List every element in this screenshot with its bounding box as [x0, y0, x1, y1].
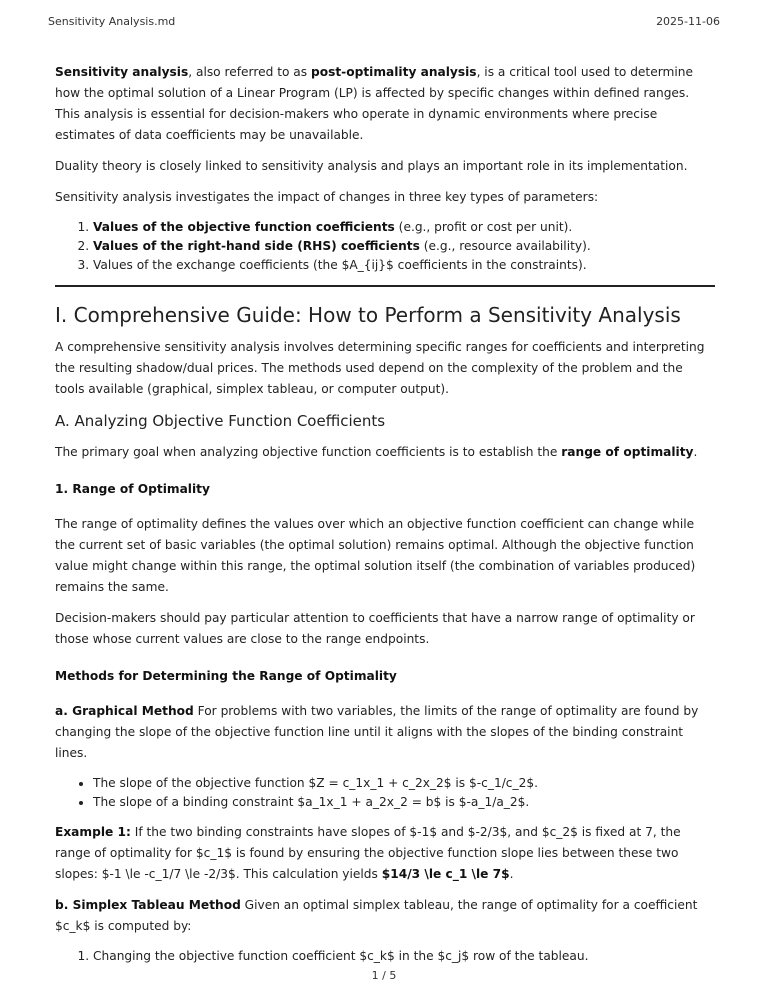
- subsection-intro-text: The primary goal when analyzing objective function coefficients is to establish the: [55, 445, 562, 459]
- graphical-method-label: a. Graphical Method: [55, 704, 194, 718]
- list-item-bold: Values of the right-hand side (RHS) coefficients: [93, 239, 420, 253]
- parameter-list: [55, 218, 715, 275]
- list-item: • The slope of a binding constraint $a_1x_1 + a_2x_2 = b$ is $-a_1/a_2$.: [93, 793, 715, 812]
- term-post-optimality: post-optimality analysis: [311, 65, 477, 79]
- list-item: [93, 237, 715, 256]
- subsection-title: A. Analyzing Objective Function Coefficients: [55, 412, 386, 430]
- section-intro: A comprehensive sensitivity analysis involves determining specific ranges for coefficients and interpreting the resulting shadow/dual prices. The methods used depend on the complexity of the problem and the tools available (graphical, simplex tableau, or computer output).: [55, 340, 705, 396]
- graphical-method-paragraph: [55, 701, 715, 764]
- example-label: Example 1:: [55, 825, 131, 839]
- list-item-text: (e.g., profit or cost per unit).: [394, 220, 573, 234]
- document-body: [55, 62, 715, 976]
- simplex-method-text: Given an optimal simplex tableau, the range of optimality for a coefficient $c_k$ is computed by:: [55, 898, 698, 933]
- list-item: [93, 218, 715, 237]
- example-end: .: [509, 867, 514, 881]
- range-definition-paragraph: The range of optimality defines the values over which an objective function coefficient can change while the current set of basic variables (the optimal solution) remains optimal. Although the objective function value might change within this range, the optimal solution itself (the combination of variables produced) remains the same.: [55, 517, 696, 594]
- graphical-method-text: For problems with two variables, the limits of the range of optimality are found by changing the slope of the objective function line until it aligns with the slopes of the binding constraint lines.: [55, 704, 699, 760]
- intro-paragraph-1: [55, 62, 715, 146]
- simplex-steps: [55, 947, 715, 966]
- intro-paragraph-2: Duality theory is closely linked to sensitivity analysis and plays an important role in its implementation.: [55, 159, 688, 173]
- list-item: [93, 256, 715, 275]
- slope-bullets: [55, 774, 715, 812]
- term-range-of-optimality: range of optimality: [561, 445, 694, 459]
- term-sensitivity-analysis: Sensitivity analysis: [55, 65, 189, 79]
- simplex-method-paragraph: [55, 895, 715, 937]
- subsection-intro-end: .: [693, 445, 698, 459]
- heading-methods: Methods for Determining the Range of Optimality: [55, 669, 397, 683]
- list-item-text: (e.g., resource availability).: [419, 239, 591, 253]
- section-title: I. Comprehensive Guide: How to Perform a Sensitivity Analysis: [55, 303, 681, 327]
- list-item-bold: Values of the objective function coefficients: [93, 220, 395, 234]
- simplex-method-label: b. Simplex Tableau Method: [55, 898, 241, 912]
- page-number: 1 / 5: [371, 969, 397, 982]
- subsection-intro: [55, 442, 715, 463]
- list-item: 1. Changing the objective function coefficient $c_k$ in the $c_j$ row of the tableau.: [93, 947, 715, 966]
- example-text: If the two binding constraints have slopes of $-1$ and $-2/3$, and $c_2$ is fixed at 7, the range of optimality for $c_1$ is found by ensuring the objective function slope lies between these two slopes: $-1 \le -c_1/7 \le -2/3$. This calculation yields: [55, 825, 681, 881]
- heading-range-of-optimality: 1. Range of Optimality: [55, 482, 210, 496]
- list-item-text: Values of the exchange coefficients (the $A_{ij}$ coefficients in the constraints).: [93, 258, 587, 272]
- list-item: • The slope of the objective function $Z = c_1x_1 + c_2x_2$ is $-c_1/c_2$.: [93, 774, 715, 793]
- example-paragraph: [55, 822, 715, 885]
- section-divider: [55, 285, 715, 287]
- range-attention-paragraph: Decision-makers should pay particular attention to coefficients that have a narrow range of optimality or those whose current values are close to the range endpoints.: [55, 611, 695, 646]
- header-filename: Sensitivity Analysis.md: [48, 15, 176, 28]
- intro-text-2: , is a critical tool used to determine how the optimal solution of a Linear Program (LP) is affected by specific changes within defined ranges. This analysis is essential for decision-makers who operate in dynamic environments where precise estimates of data coefficients may be unavailable.: [55, 65, 693, 142]
- example-result: $14/3 \le c_1 \le 7$: [381, 867, 510, 881]
- header-date: 2025-11-06: [656, 15, 720, 28]
- intro-paragraph-3: Sensitivity analysis investigates the impact of changes in three key types of parameters:: [55, 190, 599, 204]
- intro-text-1: , also referred to as: [188, 65, 311, 79]
- page-header: [48, 15, 720, 28]
